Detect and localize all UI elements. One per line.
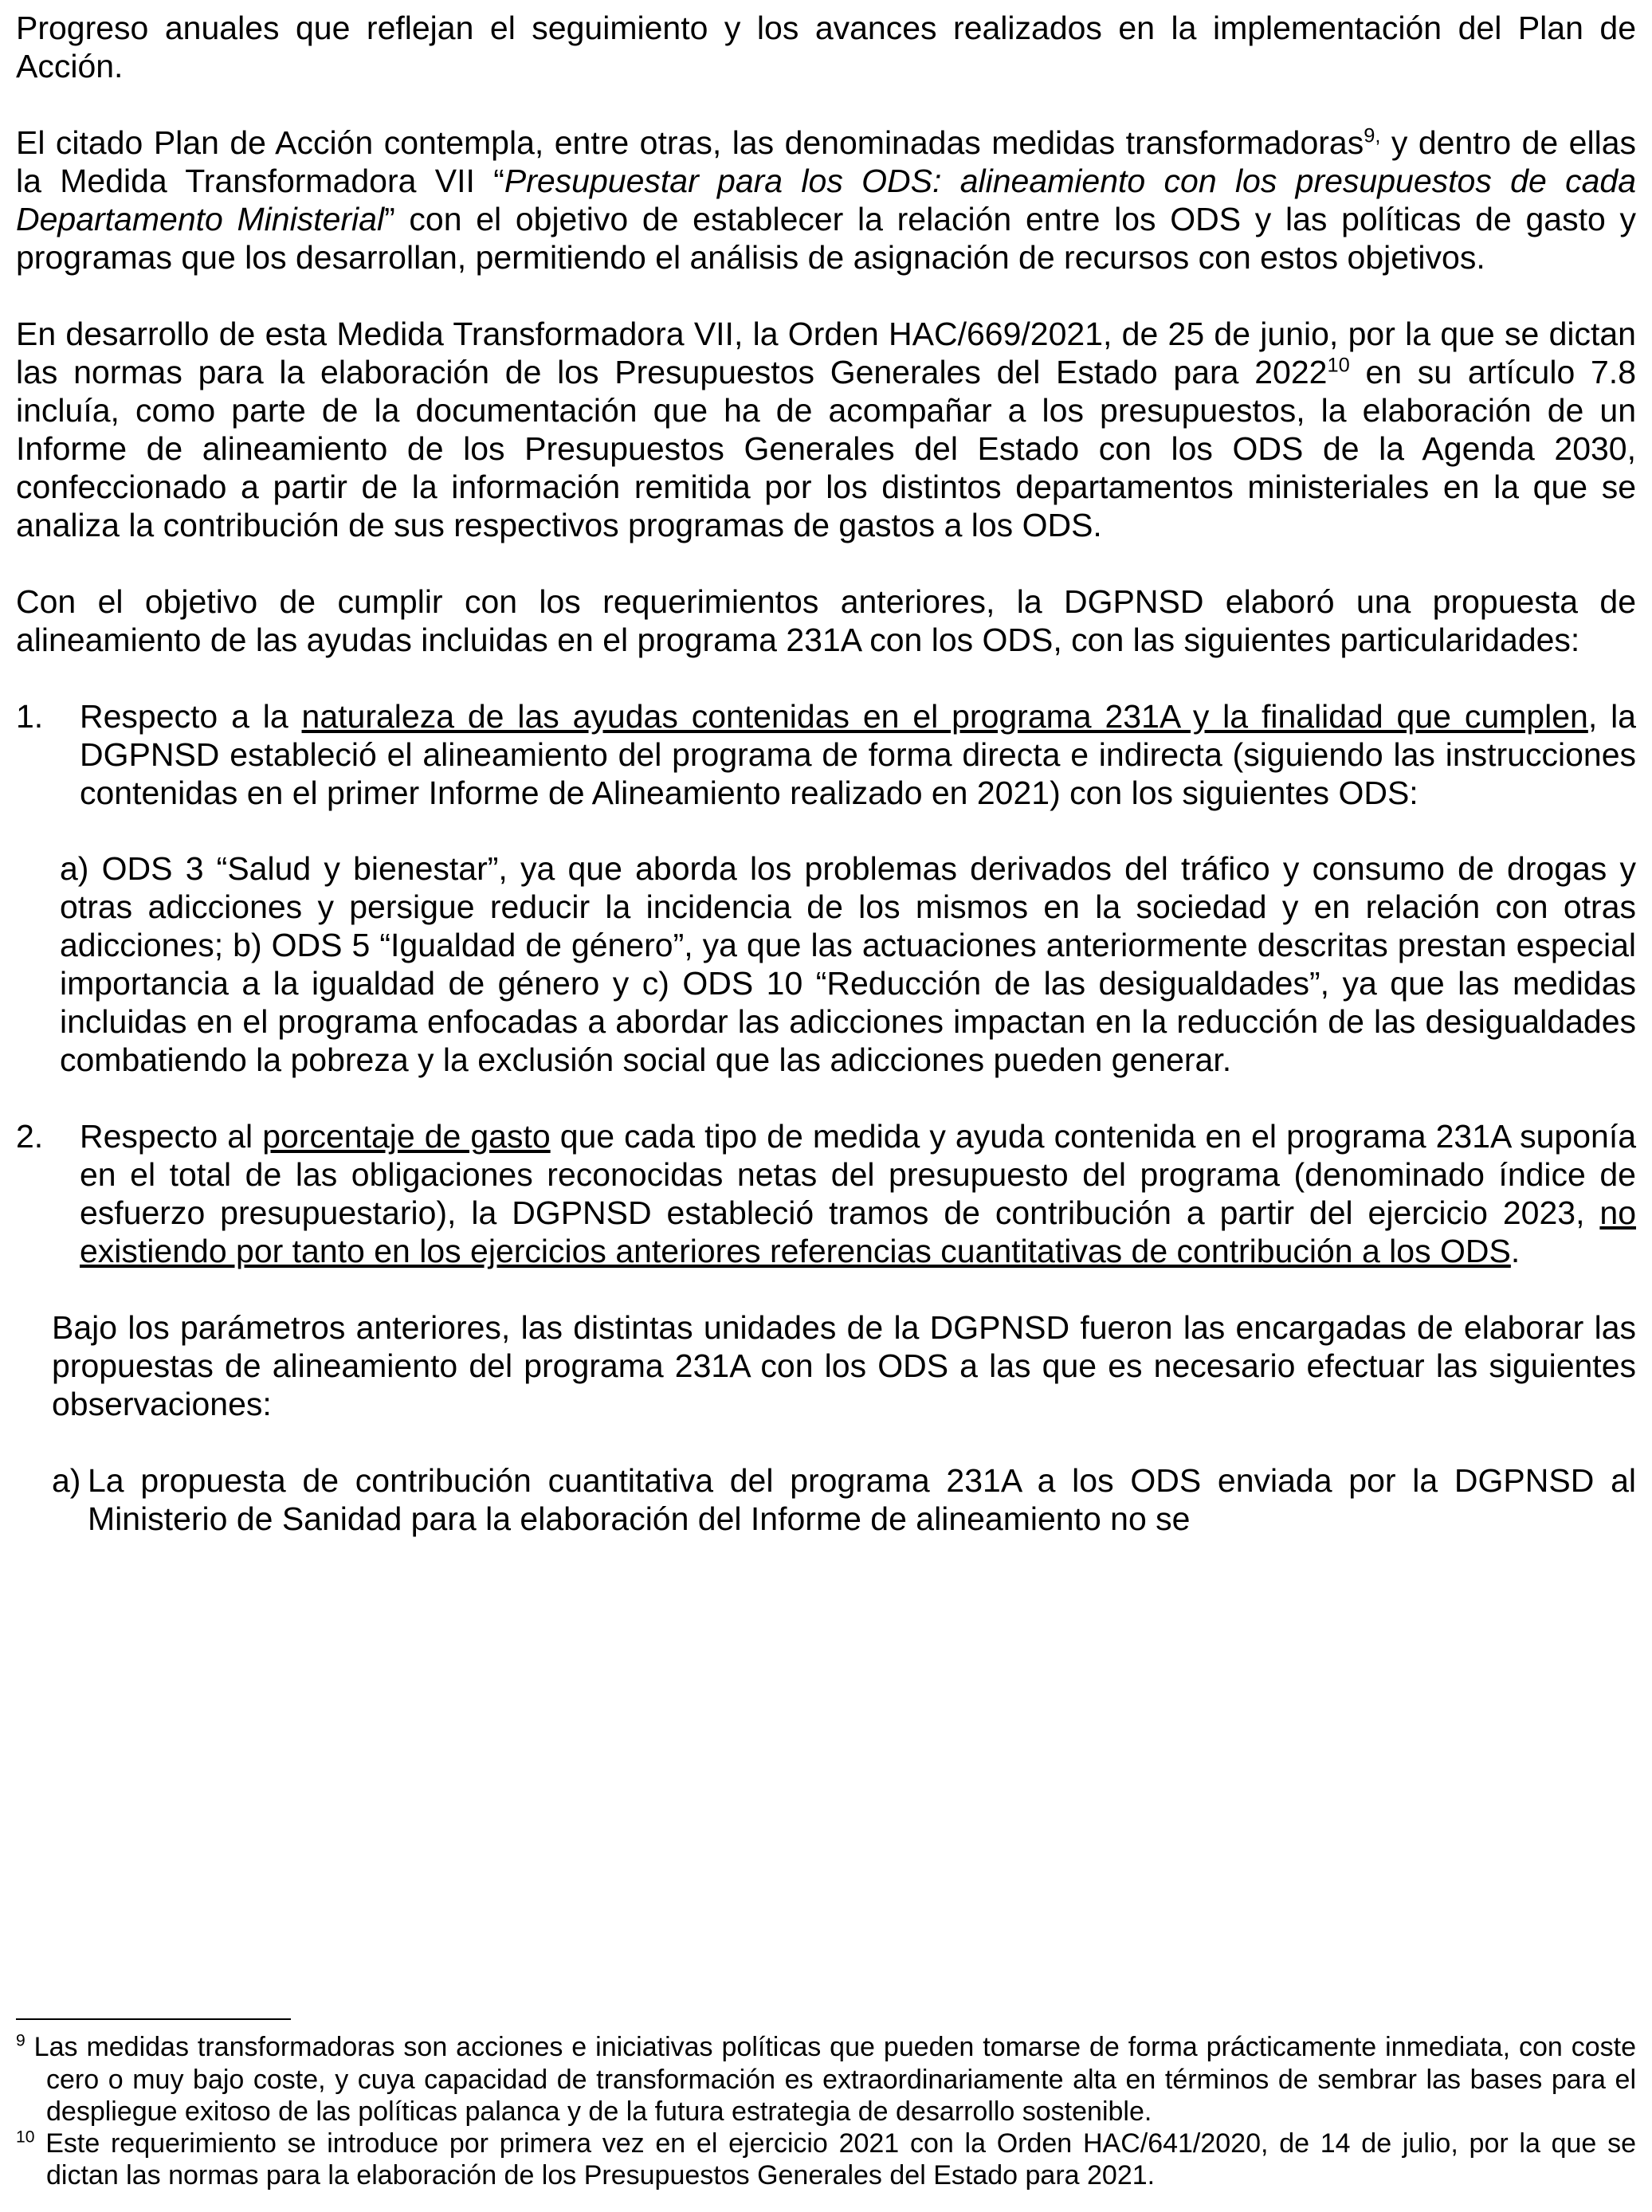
footnote-separator (16, 2018, 291, 2020)
footnote-9-marker: 9 (16, 2032, 26, 2051)
footnotes-section (16, 2018, 1636, 2191)
lettered-item-a (52, 1462, 1636, 1539)
paragraph-orden-hac (16, 316, 1636, 545)
footnote-ref-9: 9, (1364, 124, 1381, 147)
footnote-9 (16, 2031, 1636, 2127)
underlined-run-porcentaje: porcentaje de gasto (262, 1118, 551, 1155)
text-run: ” con el objetivo de establecer la relación entre los ODS y las políticas de gasto y programas que los desarrollan, permitiendo el análisis de asignación de recursos con estos objetivos. (16, 200, 1636, 276)
text-run: El citado Plan de Acción contempla, entre otras, las denominadas medidas transformadoras (16, 124, 1364, 161)
text-run: , la DGPNSD estableció el alineamiento del programa de forma directa e indirecta (siguiendo las instrucciones contenidas en el primer Informe de Alineamiento realizado en 2021) con los siguientes ODS: (80, 697, 1636, 811)
numbered-item-2 (16, 1118, 1636, 1271)
paragraph-bajo-parametros (52, 1309, 1636, 1424)
text-run: Con el objetivo de cumplir con los requerimientos anteriores, la DGPNSD elaboró una propuesta de alineamiento de las ayudas incluidas en el programa 231A con los ODS, con las siguientes particularidades: (16, 582, 1636, 658)
text-run: Respecto a la (80, 697, 302, 735)
text-run: Respecto al (80, 1118, 263, 1155)
paragraph-progreso-anual (16, 10, 1636, 86)
text-run: La propuesta de contribución cuantitativa del programa 231A a los ODS enviada por la DGPNSD al Ministerio de Sanidad para la elaboración del Informe de alineamiento no se (88, 1462, 1636, 1538)
footnote-10-text: Este requerimiento se introduce por primera vez en el ejercicio 2021 con la Orden HAC/641/2020, de 14 de julio, por la que se dictan las normas para la elaboración de los Presupuestos Generales del Estado para 2021. (34, 2128, 1636, 2190)
list-number-1: 1. (16, 697, 44, 735)
numbered-item-1 (16, 698, 1636, 813)
numbered-item-1-text (16, 698, 1636, 813)
text-run: en su artículo 7.8 incluía, como parte de la documentación que ha de acompañar a los presupuestos, la elaboración de un Informe de alineamiento de los Presupuestos Generales del Estado con los ODS de la Agenda 2030, confeccionado a partir de la información remitida por los distintos departamentos ministeriales en la que se analiza la contribución de sus respectivos programas de gastos a los ODS. (16, 353, 1636, 543)
lettered-item-a-text (52, 1462, 1636, 1539)
underlined-run-naturaleza: naturaleza de las ayudas contenidas en el programa 231A y la finalidad que cumplen (301, 697, 1588, 735)
list-number-2: 2. (16, 1118, 44, 1155)
italic-run-medida-vii: Presupuestar para los ODS: alineamiento con los presupuestos de cada Departamento Ministerial (16, 162, 1636, 237)
underlined-run-no-existiendo: no existiendo por tanto en los ejercicios anteriores referencias cuantitativas de contribución a los ODS (80, 1194, 1636, 1270)
text-run: y dentro de ellas la Medida Transformadora VII “ (16, 124, 1636, 199)
footnote-10 (16, 2128, 1636, 2191)
footnote-ref-10: 10 (1327, 354, 1350, 377)
numbered-item-2-text (16, 1118, 1636, 1271)
text-run: . (1510, 1233, 1521, 1270)
text-run: Bajo los parámetros anteriores, las distintas unidades de la DGPNSD fueron las encargadas de elaborar las propuestas de alineamiento del programa 231A con los ODS a las que es necesario efectuar las siguientes observaciones: (52, 1309, 1636, 1423)
text-run: a) ODS 3 “Salud y bienestar”, ya que aborda los problemas derivados del tráfico y consumo de drogas y otras adicciones y persigue reducir la incidencia de los mismos en la sociedad y en relación con otras adicciones; b) ODS 5 “Igualdad de género”, ya que las actuaciones anteriormente descritas prestan especial importancia a la igualdad de género y c) ODS 10 “Reducción de las desigualdades”, ya que las medidas incluidas en el programa enfocadas a abordar las adicciones impactan en la reducción de las desigualdades combatiendo la pobreza y la exclusión social que las adicciones pueden generar. (60, 850, 1636, 1079)
paragraph-objetivo-dgpnsd (16, 583, 1636, 660)
text-run: que cada tipo de medida y ayuda contenida en el programa 231A suponía en el total de las obligaciones reconocidas netas del presupuesto del programa (denominado índice de esfuerzo presupuestario), la DGPNSD estableció tramos de contribución a partir del ejercicio 2023, (80, 1118, 1637, 1232)
footnote-9-text: Las medidas transformadoras son acciones e iniciativas políticas que pueden tomarse de forma prácticamente inmediata, con coste cero o muy bajo coste, y cuya capacidad de transformación es extraordinariamente alta en términos de sembrar las bases para el despliegue exitoso de las políticas palanca y de la futura estrategia de desarrollo sostenible. (25, 2032, 1636, 2127)
paragraph-ods-detalle (60, 850, 1636, 1080)
list-letter-a: a) (52, 1462, 81, 1500)
footnote-10-marker: 10 (16, 2128, 35, 2147)
text-run: En desarrollo de esta Medida Transformadora VII, la Orden HAC/669/2021, de 25 de junio, por la que se dictan las normas para la elaboración de los Presupuestos Generales del Estado para 2022 (16, 315, 1636, 390)
paragraph-plan-de-accion (16, 124, 1636, 277)
text-run: Progreso anuales que reflejan el seguimiento y los avances realizados en la implementación del Plan de Acción. (16, 10, 1636, 84)
